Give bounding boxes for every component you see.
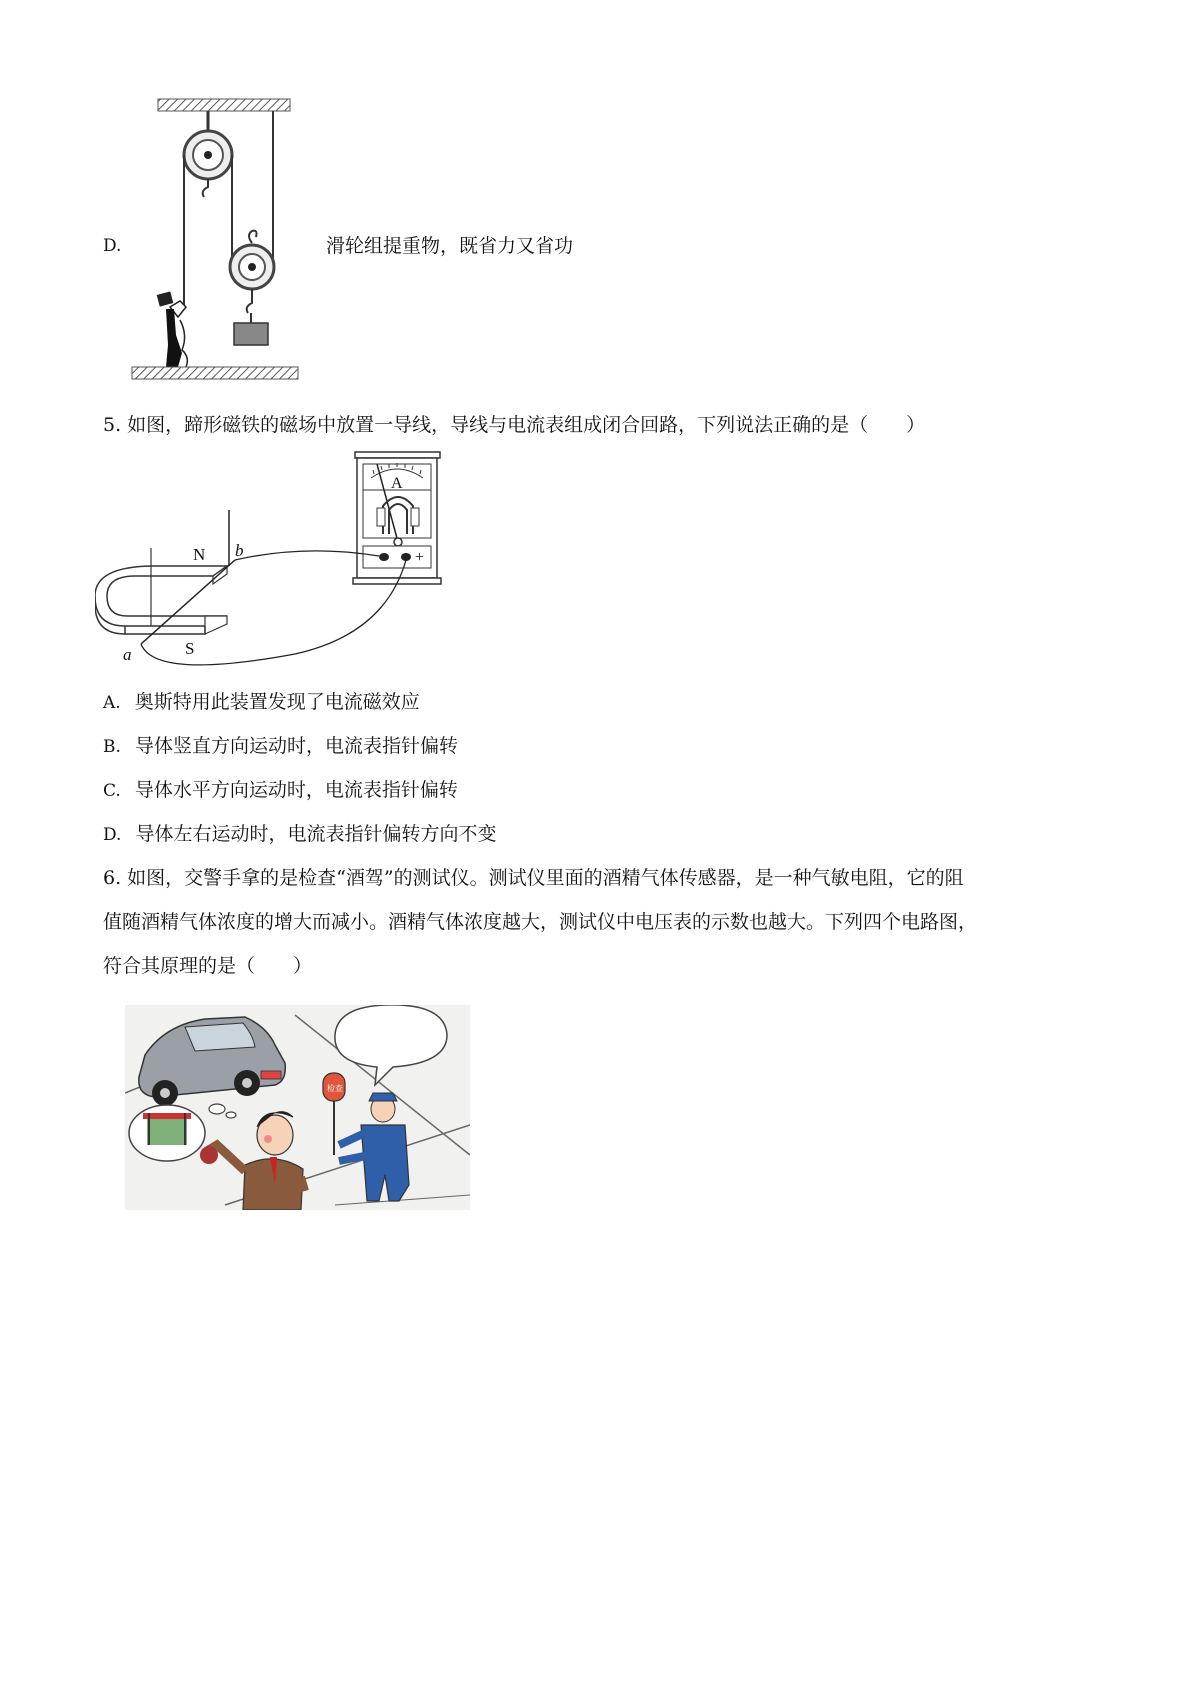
q5-stem: 5. 如图，蹄形磁铁的磁场中放置一导线，导线与电流表组成闭合回路，下列说法正确的是（ ） — [103, 414, 926, 436]
magnet-ammeter-figure — [95, 448, 490, 668]
plus-terminal-label: + — [415, 549, 425, 566]
person — [157, 291, 188, 367]
ceiling — [158, 99, 290, 111]
floor — [132, 367, 298, 379]
option-letter: B. — [103, 737, 121, 757]
ammeter-symbol: A — [391, 475, 403, 492]
option-text: 导体左右运动时，电流表指针偏转方向不变 — [135, 823, 497, 845]
q6-stem-line-2: 值随酒精气体浓度的增大而减小。酒精气体浓度越大，测试仪中电压表的示数也越大。下列四个电路图， — [103, 911, 978, 933]
option-text: 导体水平方向运动时，电流表指针偏转 — [134, 779, 458, 801]
end-a-label: a — [123, 645, 132, 664]
south-pole-label: S — [185, 639, 195, 658]
q6-stem-line-3: 符合其原理的是（ ） — [103, 955, 313, 977]
traffic-police-cartoon — [125, 1005, 470, 1210]
q5-option-a — [103, 690, 420, 715]
option-letter: D. — [103, 825, 122, 845]
q6-stem-line-1: 6. 如图，交警手拿的是检查“酒驾”的测试仪。测试仪里面的酒精气体传感器，是一种气敏电阻，它的阻 — [103, 867, 964, 889]
q4-option-d-text: 滑轮组提重物，既省力又省功 — [326, 235, 574, 257]
inspection-sign-text: 检查 — [327, 1084, 343, 1093]
q5-option-d — [103, 822, 497, 847]
weight — [234, 323, 268, 345]
option-letter: A. — [103, 693, 121, 713]
q5-option-b — [103, 734, 458, 759]
q5-option-c — [103, 778, 458, 803]
end-b-label: b — [235, 541, 244, 560]
option-text: 导体竖直方向运动时，电流表指针偏转 — [134, 735, 458, 757]
option-letter: C. — [103, 781, 121, 801]
q4-option-d-letter: D. — [103, 236, 122, 256]
option-text: 奥斯特用此装置发现了电流磁效应 — [134, 691, 420, 713]
horseshoe-magnet — [95, 548, 227, 634]
pulley-figure — [130, 95, 305, 385]
ammeter — [353, 452, 441, 584]
north-pole-label: N — [193, 545, 206, 564]
